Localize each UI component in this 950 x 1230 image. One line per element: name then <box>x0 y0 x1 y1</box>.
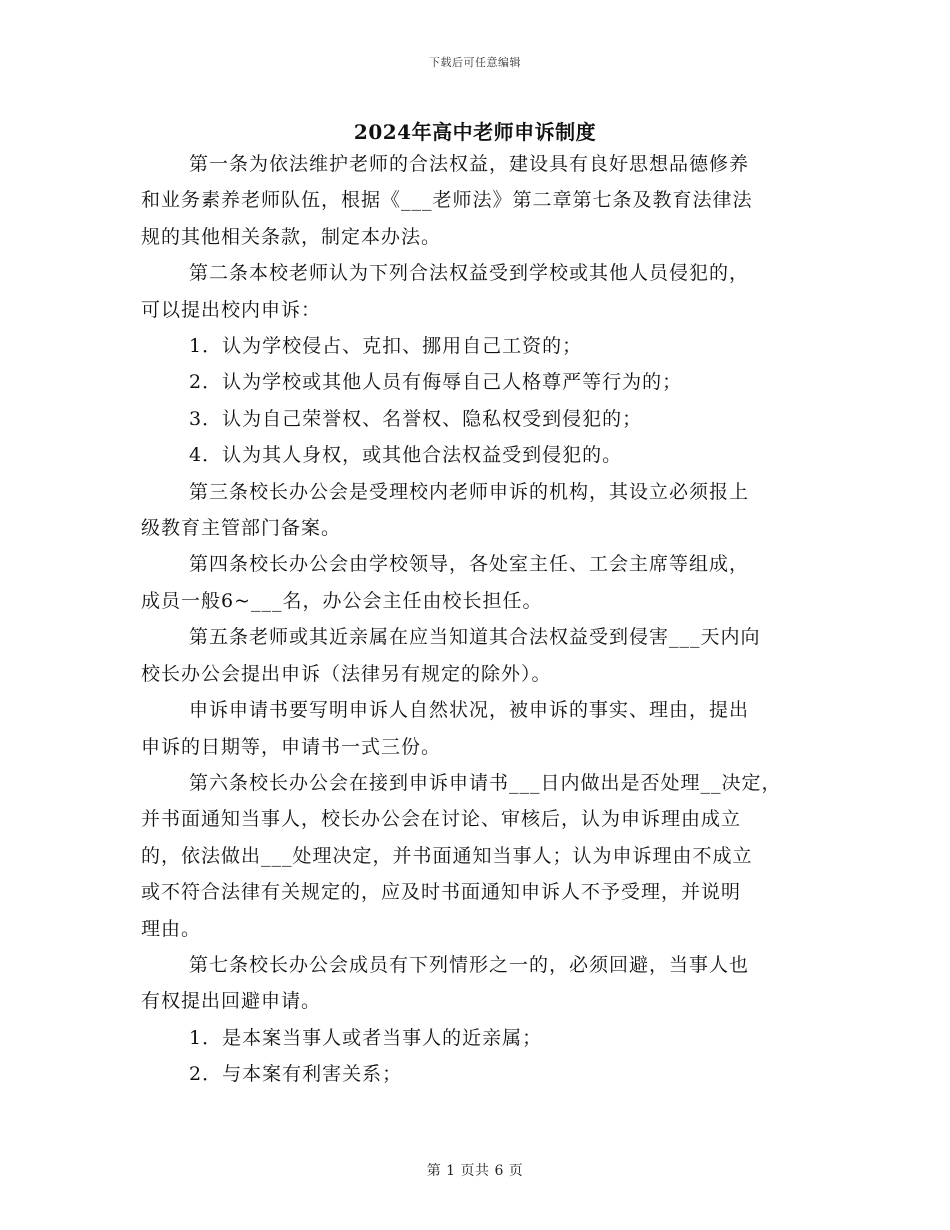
document-line: 第七条校长办公会成员有下列情形之一的，必须回避，当事人也 <box>189 953 750 976</box>
document-line: 3．认为自己荣誉权、名誉权、隐私权受到侵犯的； <box>189 407 643 430</box>
header-note: 下载后可任意编辑 <box>429 56 521 69</box>
document-line: 校长办公会提出申诉（法律另有规定的除外）。 <box>141 662 552 685</box>
document-line: 理由。 <box>141 917 202 940</box>
document-line: 第六条校长办公会在接到申诉申请书___日内做出是否处理__决定， <box>189 771 782 794</box>
document-line: 成员一般6~___名，办公会主任由校长担任。 <box>141 589 543 612</box>
document-line: 1．是本案当事人或者当事人的近亲属； <box>189 1026 543 1049</box>
document-line: 第四条校长办公会由学校领导，各处室主任、工会主席等组成， <box>189 553 750 576</box>
document-line: 级教育主管部门备案。 <box>141 517 342 540</box>
document-line: 或不符合法律有关规定的，应及时书面通知申诉人不予受理，并说明 <box>141 881 742 904</box>
document-line: 第五条老师或其近亲属在应当知道其合法权益受到侵害___天内向 <box>189 626 761 649</box>
document-line: 1．认为学校侵占、克扣、挪用自己工资的； <box>189 335 583 358</box>
document-line: 并书面通知当事人，校长办公会在讨论、审核后，认为申诉理由成立 <box>141 808 742 831</box>
page-title: 2024年高中老师申诉制度 <box>353 120 597 144</box>
document-line: 2．与本案有利害关系； <box>189 1063 403 1086</box>
document-line: 可以提出校内申诉： <box>141 298 322 321</box>
document-line: 第三条校长办公会是受理校内老师申诉的机构，其设立必须报上 <box>189 480 750 503</box>
document-line: 和业务素养老师队伍，根据《___老师法》第二章第七条及教育法律法 <box>141 189 753 212</box>
document-line: 第二条本校老师认为下列合法权益受到学校或其他人员侵犯的， <box>189 262 750 285</box>
document-line: 2．认为学校或其他人员有侮辱自己人格尊严等行为的； <box>189 371 683 394</box>
document-line: 第一条为依法维护老师的合法权益，建设具有良好思想品德修养 <box>189 153 750 175</box>
document-line: 的，依法做出___处理决定，并书面通知当事人；认为申诉理由不成立 <box>141 844 753 867</box>
page-footer: 第 1 页共 6 页 <box>426 1163 524 1179</box>
document-line: 规的其他相关条款，制定本办法。 <box>141 225 442 248</box>
document-line: 申诉的日期等，申请书一式三份。 <box>141 735 442 758</box>
document-line: 申诉申请书要写明申诉人自然状况，被申诉的事实、理由，提出 <box>189 699 750 722</box>
document-line: 有权提出回避申请。 <box>141 990 322 1013</box>
document-body <box>141 146 821 1093</box>
document-line: 4．认为其人身权，或其他合法权益受到侵犯的。 <box>189 444 623 467</box>
